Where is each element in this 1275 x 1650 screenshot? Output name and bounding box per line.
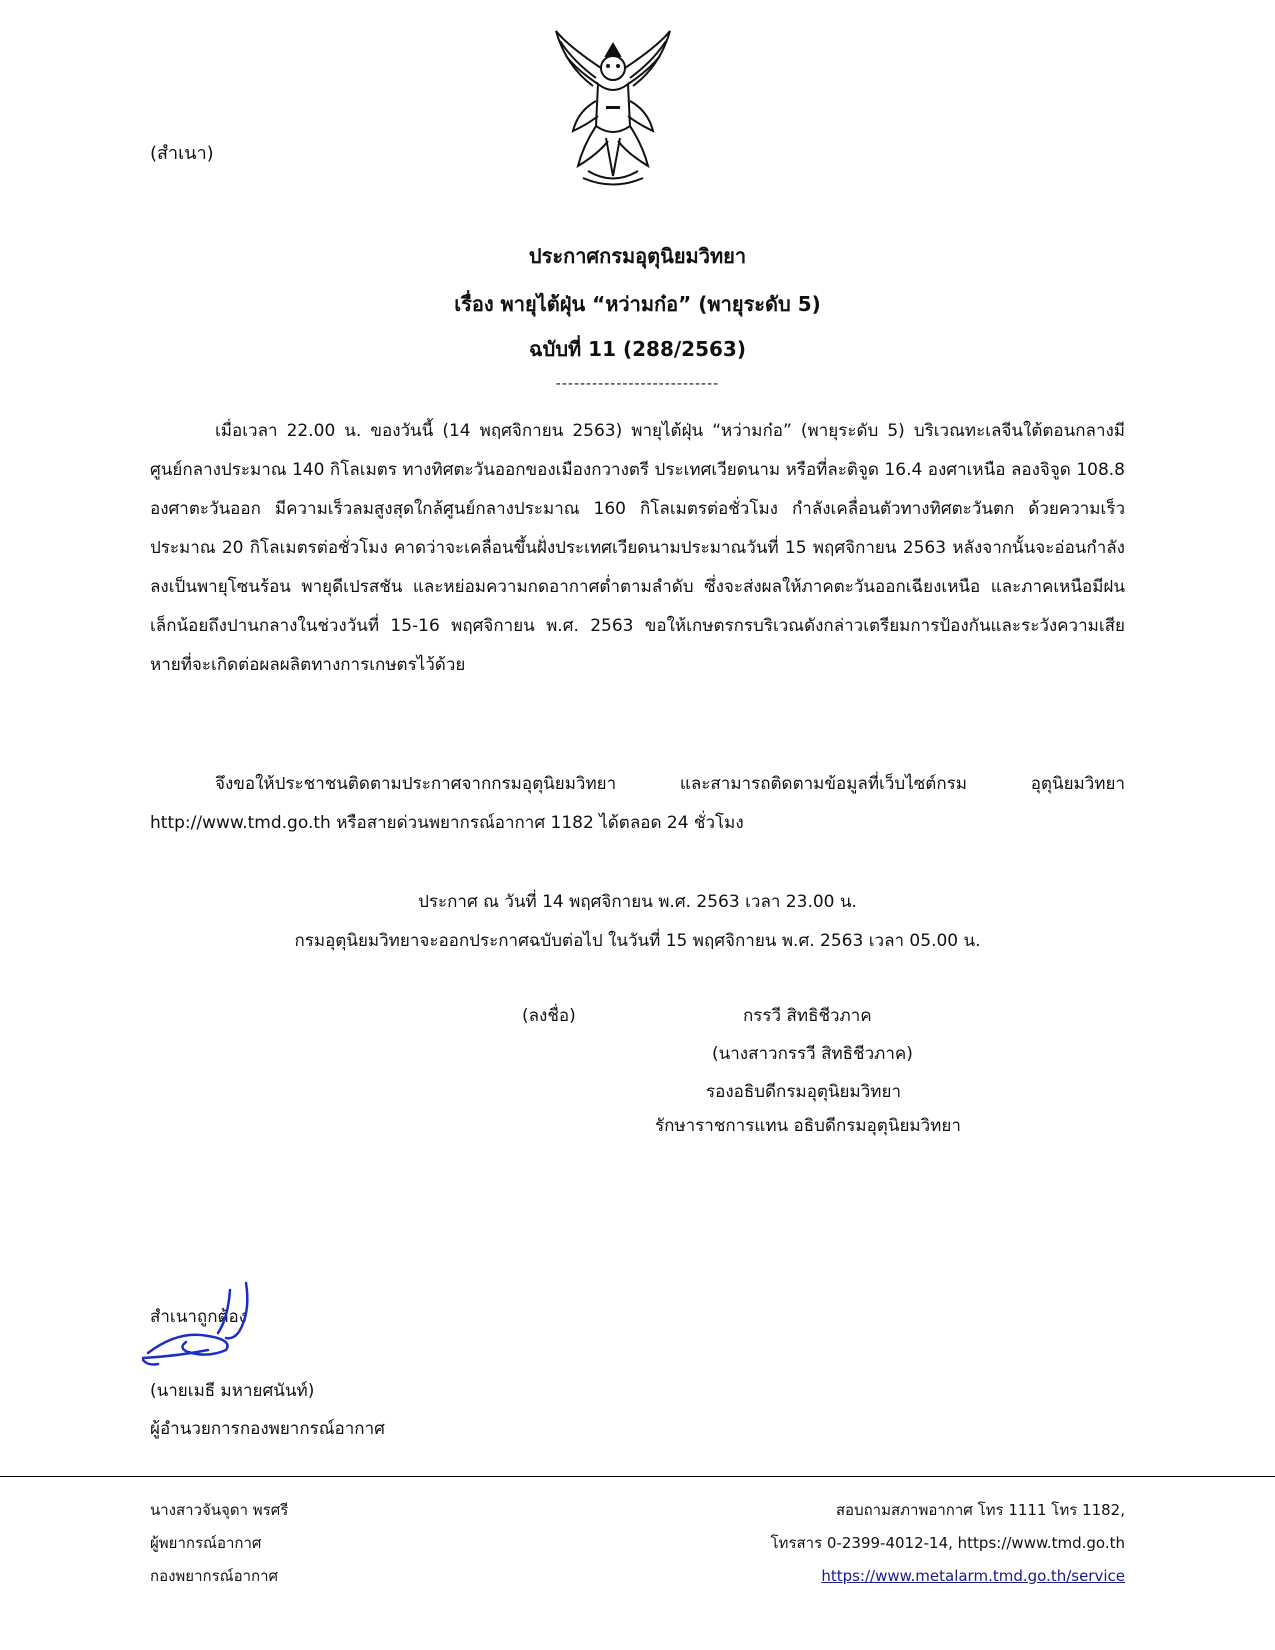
contact-fax: โทรสาร 0-2399-4012-14, https://www.tmd.go.th <box>770 1534 1125 1552</box>
sign-label: (ลงชื่อ) <box>522 1006 576 1026</box>
garuda-emblem-icon <box>548 26 678 191</box>
signatory-position-1: รองอธิบดีกรมอุตุนิยมวิทยา <box>706 1082 901 1102</box>
certifier-position: ผู้อำนวยการกองพยากรณ์อากาศ <box>150 1419 385 1439</box>
forecaster-division: กองพยากรณ์อากาศ <box>150 1567 279 1585</box>
divider: --------------------------- <box>555 376 720 392</box>
footer-forecaster <box>150 1494 288 1593</box>
signatory-full-name: (นางสาวกรรวี สิทธิชีวภาค) <box>712 1044 913 1064</box>
forecaster-name: นางสาวจันจุดา พรศรี <box>150 1501 289 1519</box>
contact-phone: สอบถามสภาพอากาศ โทร 1111 โทร 1182, <box>835 1501 1125 1519</box>
copy-tag: (สำเนา) <box>150 143 214 164</box>
certified-copy-label: สำเนาถูกต้อง <box>150 1307 248 1327</box>
announcement-title: ประกาศกรมอุตุนิยมวิทยา <box>528 244 747 268</box>
signatory-name: กรรวี สิทธิชีวภาค <box>743 1006 872 1026</box>
metalarm-link[interactable]: https://www.metalarm.tmd.go.th/service <box>821 1567 1125 1585</box>
issued-at: ประกาศ ณ วันที่ 14 พฤศจิกายน พ.ศ. 2563 เวลา 23.00 น. <box>418 892 857 912</box>
paragraph-follow-up <box>150 765 1125 843</box>
paragraph-1-text: เมื่อเวลา 22.00 น. ของวันนี้ (14 พฤศจิกายน 2563) พายุไต้ฝุ่น “หว่ามก๋อ” (พายุระดับ 5) บริเวณทะเลจีนใต้ตอนกลางมีศูนย์กลางประมาณ 140 กิโลเมตร ทางทิศตะวันออกของเมืองกวางตรี ประเทศเวียดนาม หรือที่ละติจูด 16.4 องศาเหนือ ลองจิจูด 108.8 องศาตะวันออก มีความเร็วลมสูงสุดใกล้ศูนย์กลางประมาณ 160 กิโลเมตรต่อชั่วโมง กำลังเคลื่อนตัวทางทิศตะวันตก ด้วยความเร็วประมาณ 20 กิโลเมตรต่อชั่วโมง คาดว่าจะเคลื่อนขึ้นฝั่งประเทศเวียดนามประมาณวันที่ 15 พฤศจิกายน 2563 หลังจากนั้นจะอ่อนกำลังลงเป็นพายุโซนร้อน พายุดีเปรสชัน และหย่อมความกดอากาศต่ำตามลำดับ ซึ่งจะส่งผลให้ภาคตะวันออกเฉียงเหนือ และภาคเหนือมีฝนเล็กน้อยถึงปานกลางในช่วงวันที่ 15-16 พฤศจิกายน พ.ศ. 2563 ขอให้เกษตรกรบริเวณดังกล่าวเตรียมการป้องกันและระวังความเสียหายที่จะเกิดต่อผลผลิตทางการเกษตรไว้ด้วย <box>150 421 1125 675</box>
issue-number: ฉบับที่ 11 (288/2563) <box>529 337 746 361</box>
announcement-subject: เรื่อง พายุไต้ฝุ่น “หว่ามก๋อ” (พายุระดับ 5) <box>454 292 821 316</box>
signatory-position-2: รักษาราชการแทน อธิบดีกรมอุตุนิยมวิทยา <box>655 1116 961 1136</box>
next-issue: กรมอุตุนิยมวิทยาจะออกประกาศฉบับต่อไป ในวันที่ 15 พฤศจิกายน พ.ศ. 2563 เวลา 05.00 น. <box>294 931 981 951</box>
forecaster-title: ผู้พยากรณ์อากาศ <box>150 1534 262 1552</box>
paragraph-storm-details <box>150 412 1125 685</box>
paragraph-2-text: จึงขอให้ประชาชนติดตามประกาศจากกรมอุตุนิยมวิทยา และสามารถติดตามข้อมูลที่เว็บไซต์กรม อุตุนิยมวิทยา http://www.tmd.go.th หรือสายด่วนพยากรณ์อากาศ 1182 ได้ตลอด 24 ชั่วโมง <box>150 774 1125 833</box>
footer-rule <box>0 1476 1275 1477</box>
footer-contact <box>771 1494 1126 1593</box>
handwritten-signature <box>138 1278 268 1378</box>
certifier-name: (นายเมธี มหายศนันท์) <box>150 1381 315 1401</box>
